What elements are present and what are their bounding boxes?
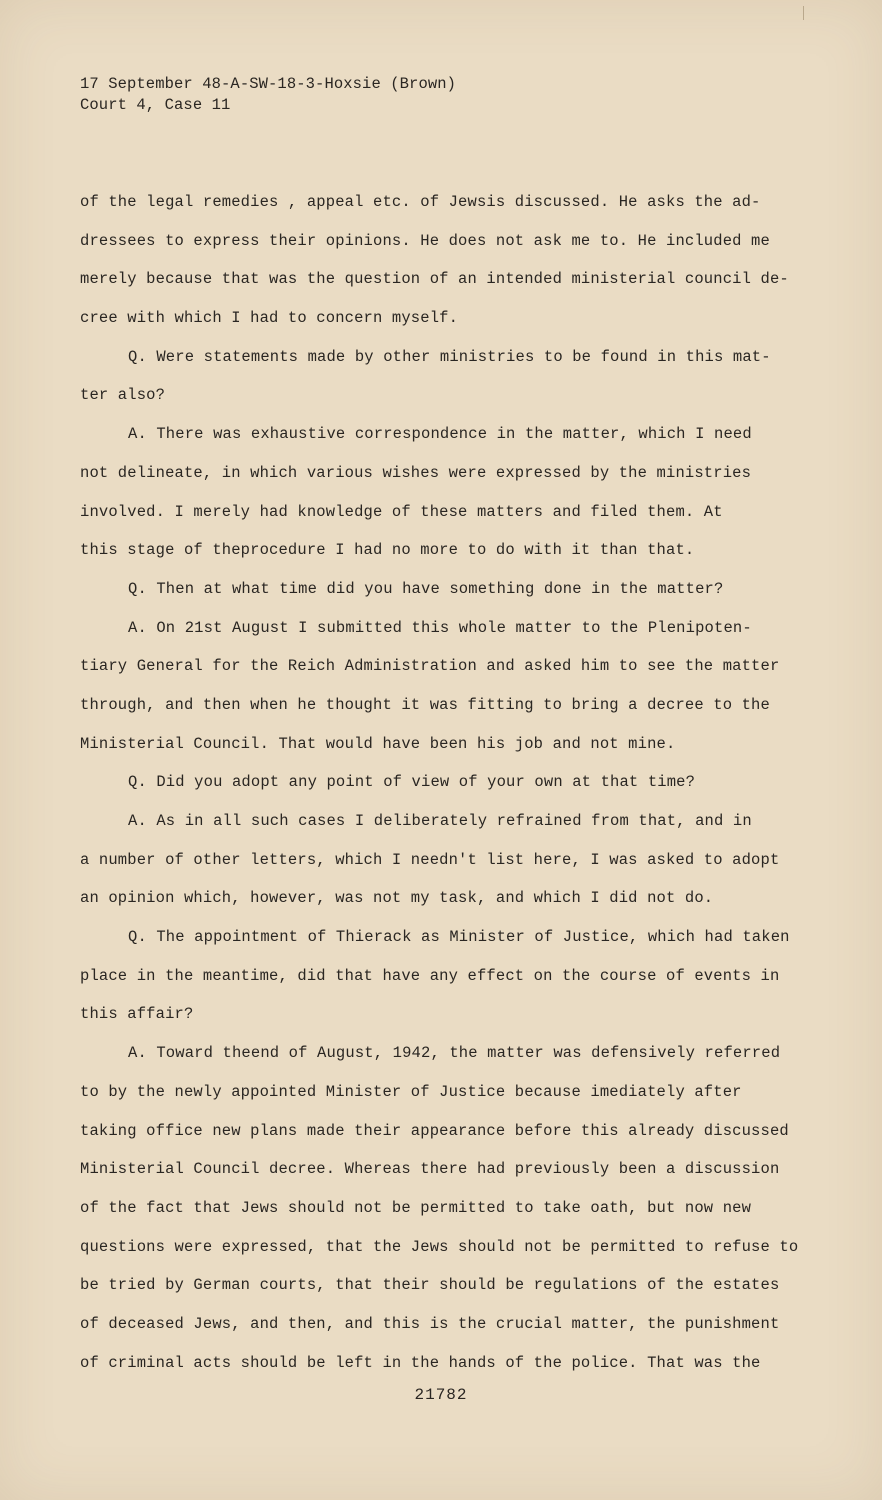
transcript-body [80,188,815,1387]
answer-line: A. As in all such cases I deliberately refrained from that, and in [128,812,752,830]
text-line: of deceased Jews, and then, and this is the crucial matter, the punishment [80,1314,780,1333]
text-line: of the legal remedies , appeal etc. of Jewsis discussed. He asks the ad- [80,193,761,211]
document-header [80,74,456,116]
text-line: taking office new plans made their appearance before this already discussed [80,1121,789,1140]
question-line: Q. Were statements made by other ministries to be found in this mat- [128,347,771,366]
text-line: Ministerial Council decree. Whereas there had previously been a discussion [80,1160,780,1179]
answer-line: A. Toward theend of August, 1942, the matter was defensively referred [128,1044,781,1063]
text-line: of the fact that Jews should not be permitted to take oath, but now new [80,1198,752,1217]
text-line: a number of other letters, which I needn't list here, I was asked to adopt [80,850,780,869]
answer-line: A. There was exhaustive correspondence in the matter, which I need [128,425,752,444]
header-line-1: 17 September 48-A-SW-18-3-Hoxsie (Brown) [80,75,457,93]
text-line: an opinion which, however, was not my task, and which I did not do. [80,889,714,908]
text-line: this stage of theprocedure I had no more to do with it than that. [80,541,695,560]
text-line: of criminal acts should be left in the hands of the police. That was the [80,1353,761,1372]
text-line: Ministerial Council. That would have been his job and not mine. [80,734,676,753]
text-line: this affair? [80,1005,194,1024]
text-line: place in the meantime, did that have any effect on the course of events in [80,966,780,985]
text-line: ter also? [80,386,166,405]
text-line: cree with which I had to concern myself. [80,309,459,328]
question-line: Q. The appointment of Thierack as Minister of Justice, which had taken [128,928,790,947]
text-line: merely because that was the question of an intended ministerial council de- [80,270,789,289]
text-line: involved. I merely had knowledge of these matters and filed them. At [80,502,723,521]
question-line: Q. Then at what time did you have something done in the matter? [128,579,724,598]
answer-line: A. On 21st August I submitted this whole matter to the Plenipoten- [128,618,752,637]
text-line: tiary General for the Reich Administration and asked him to see the matter [80,657,780,676]
text-line: not delineate, in which various wishes were expressed by the ministries [80,463,752,482]
text-line: through, and then when he thought it was fitting to bring a decree to the [80,695,770,714]
text-line: questions were expressed, that the Jews should not be permitted to refuse to [80,1237,799,1256]
edge-mark [803,6,804,20]
page-number: 21782 [414,1386,468,1404]
text-line: be tried by German courts, that their should be regulations of the estates [80,1276,780,1295]
text-line: to by the newly appointed Minister of Justice because imediately after [80,1082,742,1101]
text-line: dressees to express their opinions. He does not ask me to. He included me [80,231,770,250]
question-line: Q. Did you adopt any point of view of your own at that time? [128,773,696,792]
header-line-2: Court 4, Case 11 [80,96,231,114]
